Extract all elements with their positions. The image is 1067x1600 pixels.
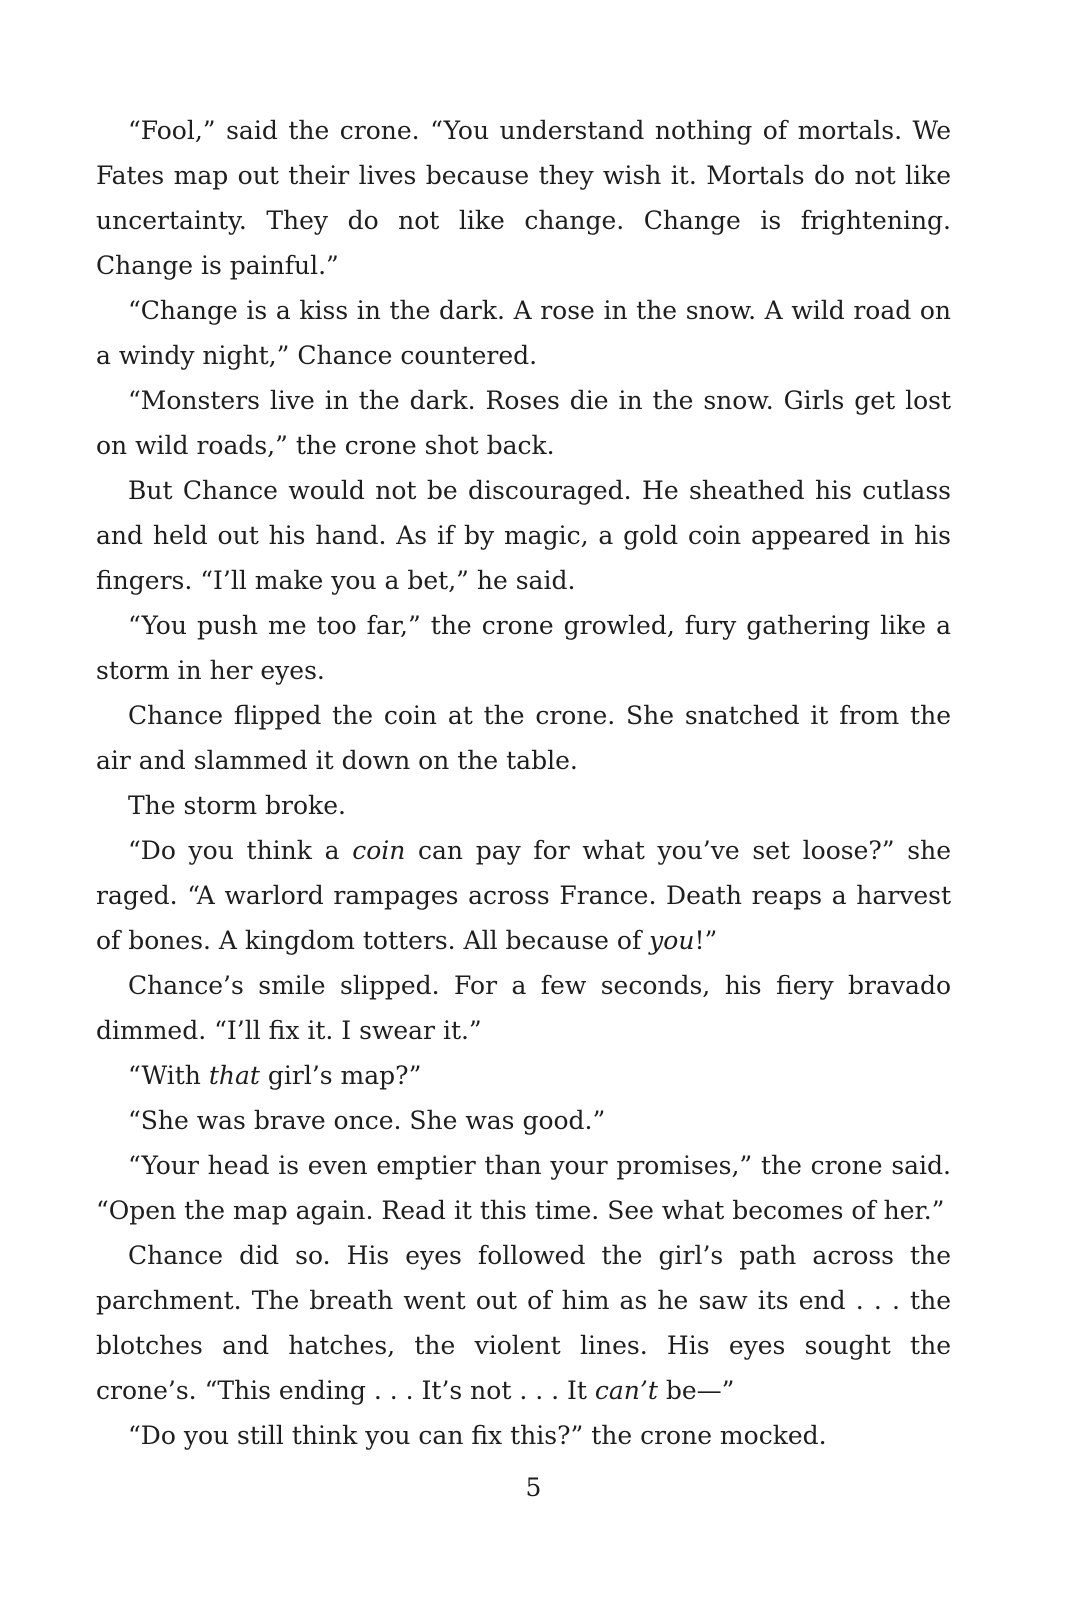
paragraph-monsters <box>96 378 951 468</box>
text-segment: “Change is a kiss in the dark. A rose in the snow. A wild road on a windy night,” Chance countered. <box>96 296 951 370</box>
text-segment: !” <box>694 926 718 955</box>
paragraph-bet <box>96 468 951 603</box>
paragraph-raged <box>96 828 951 963</box>
page-number: 5 <box>525 1473 542 1502</box>
text-segment: girl’s map?” <box>259 1061 422 1090</box>
text-segment: Chance did so. His eyes followed the girl’s path across the parchment. The breath went out of him as he saw its end . . . the blotches and hatches, the violent lines. His eyes sought the crone’s. “This ending . . . It’s not . . . It <box>96 1241 951 1405</box>
paragraph-brave-once <box>96 1098 951 1143</box>
paragraph-emptier <box>96 1143 951 1233</box>
paragraph-smile-slipped <box>96 963 951 1053</box>
text-segment: “You push me too far,” the crone growled, fury gathering like a storm in her eyes. <box>96 611 951 685</box>
text-segment: “Your head is even emptier than your promises,” the crone said. “Open the map again. Read it this time. See what becomes of her.” <box>96 1151 951 1225</box>
text-segment: “Monsters live in the dark. Roses die in the snow. Girls get lost on wild roads,” the crone shot back. <box>96 386 951 460</box>
text-segment: “With <box>128 1061 209 1090</box>
paragraph-mocked <box>96 1413 951 1458</box>
book-page-text <box>96 108 951 1458</box>
text-segment: can pay for what you’ve set loose?” she raged. “A warlord rampages across France. Death reaps a harvest of bones. A kingdom totters. All because of <box>96 836 951 955</box>
text-segment: “She was brave once. She was good.” <box>128 1106 606 1135</box>
italic-segment: that <box>208 1061 260 1090</box>
paragraph-storm-broke <box>96 783 951 828</box>
paragraph-coin-flip <box>96 693 951 783</box>
text-segment: “Do you still think you can fix this?” the crone mocked. <box>128 1421 827 1450</box>
text-segment: “Do you think a <box>128 836 353 865</box>
italic-segment: you <box>649 926 695 955</box>
italic-segment: coin <box>352 836 406 865</box>
text-segment: Chance’s smile slipped. For a few seconds, his fiery bravado dimmed. “I’ll fix it. I swear it.” <box>96 971 951 1045</box>
paragraph-girls-map <box>96 1053 951 1098</box>
italic-segment: can’t <box>594 1376 658 1405</box>
paragraph-parchment <box>96 1233 951 1413</box>
paragraph-change-kiss <box>96 288 951 378</box>
text-segment: But Chance would not be discouraged. He sheathed his cutlass and held out his hand. As if by magic, a gold coin appeared in his fingers. “I’ll make you a bet,” he said. <box>96 476 951 595</box>
paragraph-push-too-far <box>96 603 951 693</box>
text-segment: Chance flipped the coin at the crone. She snatched it from the air and slammed it down on the table. <box>96 701 951 775</box>
text-segment: The storm broke. <box>128 791 346 820</box>
text-segment: be—” <box>657 1376 735 1405</box>
text-segment: “Fool,” said the crone. “You understand nothing of mortals. We Fates map out their lives because they wish it. Mortals do not like uncertainty. They do not like change. Change is frightening. Change is painful.” <box>96 116 951 280</box>
paragraph-fool <box>96 108 951 288</box>
